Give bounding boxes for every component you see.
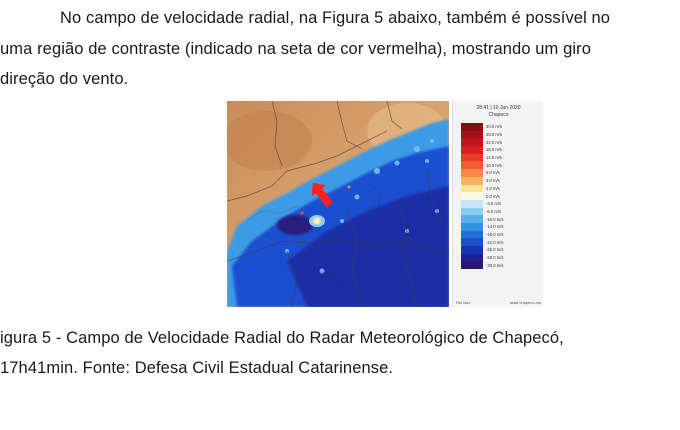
legend-entry [461, 146, 539, 154]
contrast-region-center [315, 219, 318, 222]
legend-entry [461, 261, 539, 269]
legend-scale [461, 123, 539, 269]
legend-entry [461, 215, 539, 223]
legend-footer-left: Rel Nov [456, 300, 471, 305]
legend-swatch [461, 146, 483, 154]
legend-swatch [461, 138, 483, 146]
legend-swatch [461, 246, 483, 254]
legend-label: 1.0 m/s [486, 185, 500, 191]
legend-label: -28.0 m/s [486, 255, 504, 261]
legend-entry [461, 200, 539, 208]
legend-label: 28.0 m/s [486, 132, 503, 138]
legend-swatch [461, 192, 483, 200]
legend-entry [461, 123, 539, 131]
legend-entry [461, 231, 539, 239]
paragraph-line-2: uma região de contraste (indicado na seta de cor vermelha), mostrando um giro [0, 40, 592, 58]
legend-entry [461, 208, 539, 216]
legend-label: 22.0 m/s [486, 139, 503, 145]
echo-warm [301, 212, 304, 215]
legend-label: 6.0 m/s [486, 170, 500, 176]
legend-label: 10.0 m/s [486, 162, 503, 168]
legend-swatch [461, 261, 483, 269]
legend-entry [461, 154, 539, 162]
legend-label: -14.0 m/s [486, 224, 504, 230]
legend-entry [461, 177, 539, 185]
echo-warm [348, 186, 351, 189]
legend-entry [461, 246, 539, 254]
legend-entry [461, 138, 539, 146]
legend-swatch [461, 123, 483, 131]
legend-entry [461, 254, 539, 262]
legend-label: 18.0 m/s [486, 147, 503, 153]
legend-label: 0.0 m/s [486, 193, 500, 199]
legend-entry [461, 161, 539, 169]
paragraph-line-3: direção do vento. [0, 70, 129, 88]
legend-label: -6.0 m/s [486, 208, 502, 214]
legend-swatch [461, 223, 483, 231]
legend-title-station: Chapeco [488, 112, 509, 118]
legend-entry [461, 169, 539, 177]
legend-entry [461, 185, 539, 193]
legend-swatch [461, 200, 483, 208]
legend-label: -18.0 m/s [486, 231, 504, 237]
legend-entry [461, 238, 539, 246]
legend-label: 30.0 m/s [486, 124, 503, 130]
legend-label: 14.0 m/s [486, 155, 503, 161]
legend-label: -26.0 m/s [486, 247, 504, 253]
legend-swatch [461, 131, 483, 139]
legend-swatch [461, 238, 483, 246]
legend-swatch [461, 177, 483, 185]
legend-swatch [461, 208, 483, 216]
caption-line-1: igura 5 - Campo de Velocidade Radial do Radar Meteorológico de Chapecó, [0, 329, 564, 347]
legend-label: -22.0 m/s [486, 239, 504, 245]
legend-swatch [461, 169, 483, 177]
legend-swatch [461, 231, 483, 239]
legend-swatch [461, 215, 483, 223]
velocity-cluster-dark [277, 215, 313, 235]
legend-swatch [461, 254, 483, 262]
velocity-legend [452, 101, 543, 307]
legend-swatch [461, 161, 483, 169]
legend-title-time: 28:41 | 10 Jun 2020 [476, 105, 521, 111]
legend-label: -3.0 m/s [486, 201, 502, 207]
legend-entry [461, 223, 539, 231]
radar-figure [227, 101, 543, 307]
paragraph-line-1: No campo de velocidade radial, na Figura 5 abaixo, também é possível no [60, 9, 611, 27]
legend-label: -10.0 m/s [486, 216, 504, 222]
legend-label: -30.0 m/s [486, 262, 504, 268]
legend-footer-right: masi chapeco.ms [509, 300, 541, 305]
legend-swatch [461, 154, 483, 162]
legend-entry [461, 192, 539, 200]
caption-line-2: 17h41min. Fonte: Defesa Civil Estadual Catarinense. [0, 359, 394, 377]
legend-entry [461, 131, 539, 139]
radar-map [227, 101, 449, 307]
legend-swatch [461, 185, 483, 193]
legend-label: 3.0 m/s [486, 178, 500, 184]
